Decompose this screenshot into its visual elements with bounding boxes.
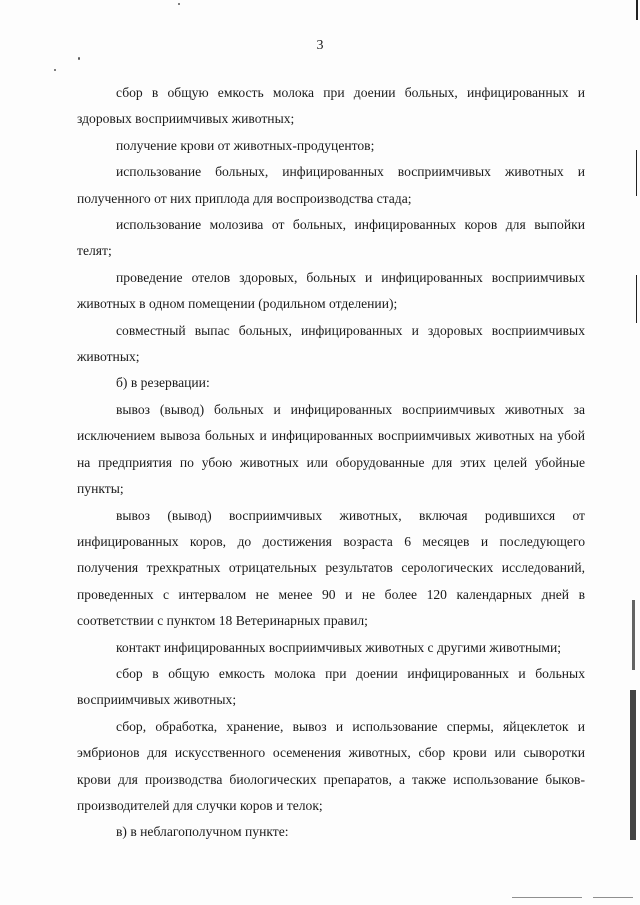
page-number: 3 [316, 38, 324, 53]
paragraph-unfavorable-heading: в) в неблагополучном пункте: [116, 824, 289, 840]
scan-dot [178, 3, 180, 5]
paragraph-reservation-heading: б) в резервации: [116, 375, 210, 391]
document-body [77, 80, 585, 846]
scan-dot [78, 57, 80, 60]
paragraph-joint-grazing: совместный выпас больных, инфицированных и здоровых восприимчивых животных; [77, 322, 585, 365]
paragraph-colostrum-use: использование молозива от больных, инфицированных коров для выпойки телят; [77, 217, 585, 259]
paragraph-milk-infected: сбор в общую емкость молока при доении инфицированных и больных восприимчивых животных; [77, 665, 585, 708]
scan-edge-mark [636, 150, 637, 196]
paragraph-calving: проведение отелов здоровых, больных и инфицированных восприимчивых животных в одном помещении (родильном отделении); [77, 269, 585, 312]
scan-edge-mark [630, 690, 636, 840]
scan-edge-mark [636, 0, 638, 20]
paragraph-semen-embryos: сбор, обработка, хранение, вывоз и использование спермы, яйцеклеток и эмбрионов для искусственного осеменения животных, сбор крови или сыворотки крови для производства биологических препаратов, а также использование быков-производителей для случки коров и телок; [77, 718, 585, 813]
scan-edge-mark [636, 275, 637, 323]
scan-edge-mark [632, 600, 635, 670]
paragraph-export-susceptible: вывоз (вывод) восприимчивых животных, включая родившихся от инфицированных коров, до достижения возраста 6 месяцев и последующего получения трехкратных отрицательных результатов серологических исследований, проведенных с интервалом не менее 90 и не более 120 календарных дней в соответствии с пунктом 18 Ветеринарных правил; [77, 507, 585, 629]
paragraph-blood-collection: получение крови от животных-продуцентов; [116, 137, 375, 153]
scan-edge-mark [593, 897, 633, 898]
paragraph-contact: контакт инфицированных восприимчивых животных с другими животными; [116, 639, 562, 655]
scan-dot [54, 69, 56, 71]
paragraph-export-sick: вывоз (вывод) больных и инфицированных восприимчивых животных за исключением вывоза больных и инфицированных восприимчивых животных на убой на предприятия по убою животных или оборудованные для этих целей убойные пункты; [77, 401, 585, 497]
paragraph-herd-reproduction: использование больных, инфицированных восприимчивых животных и полученного от них приплода для воспроизводства стада; [77, 164, 585, 206]
scan-edge-mark [512, 897, 582, 898]
paragraph-milk-collection: сбор в общую емкость молока при доении больных, инфицированных и здоровых восприимчивых животных; [77, 85, 585, 127]
